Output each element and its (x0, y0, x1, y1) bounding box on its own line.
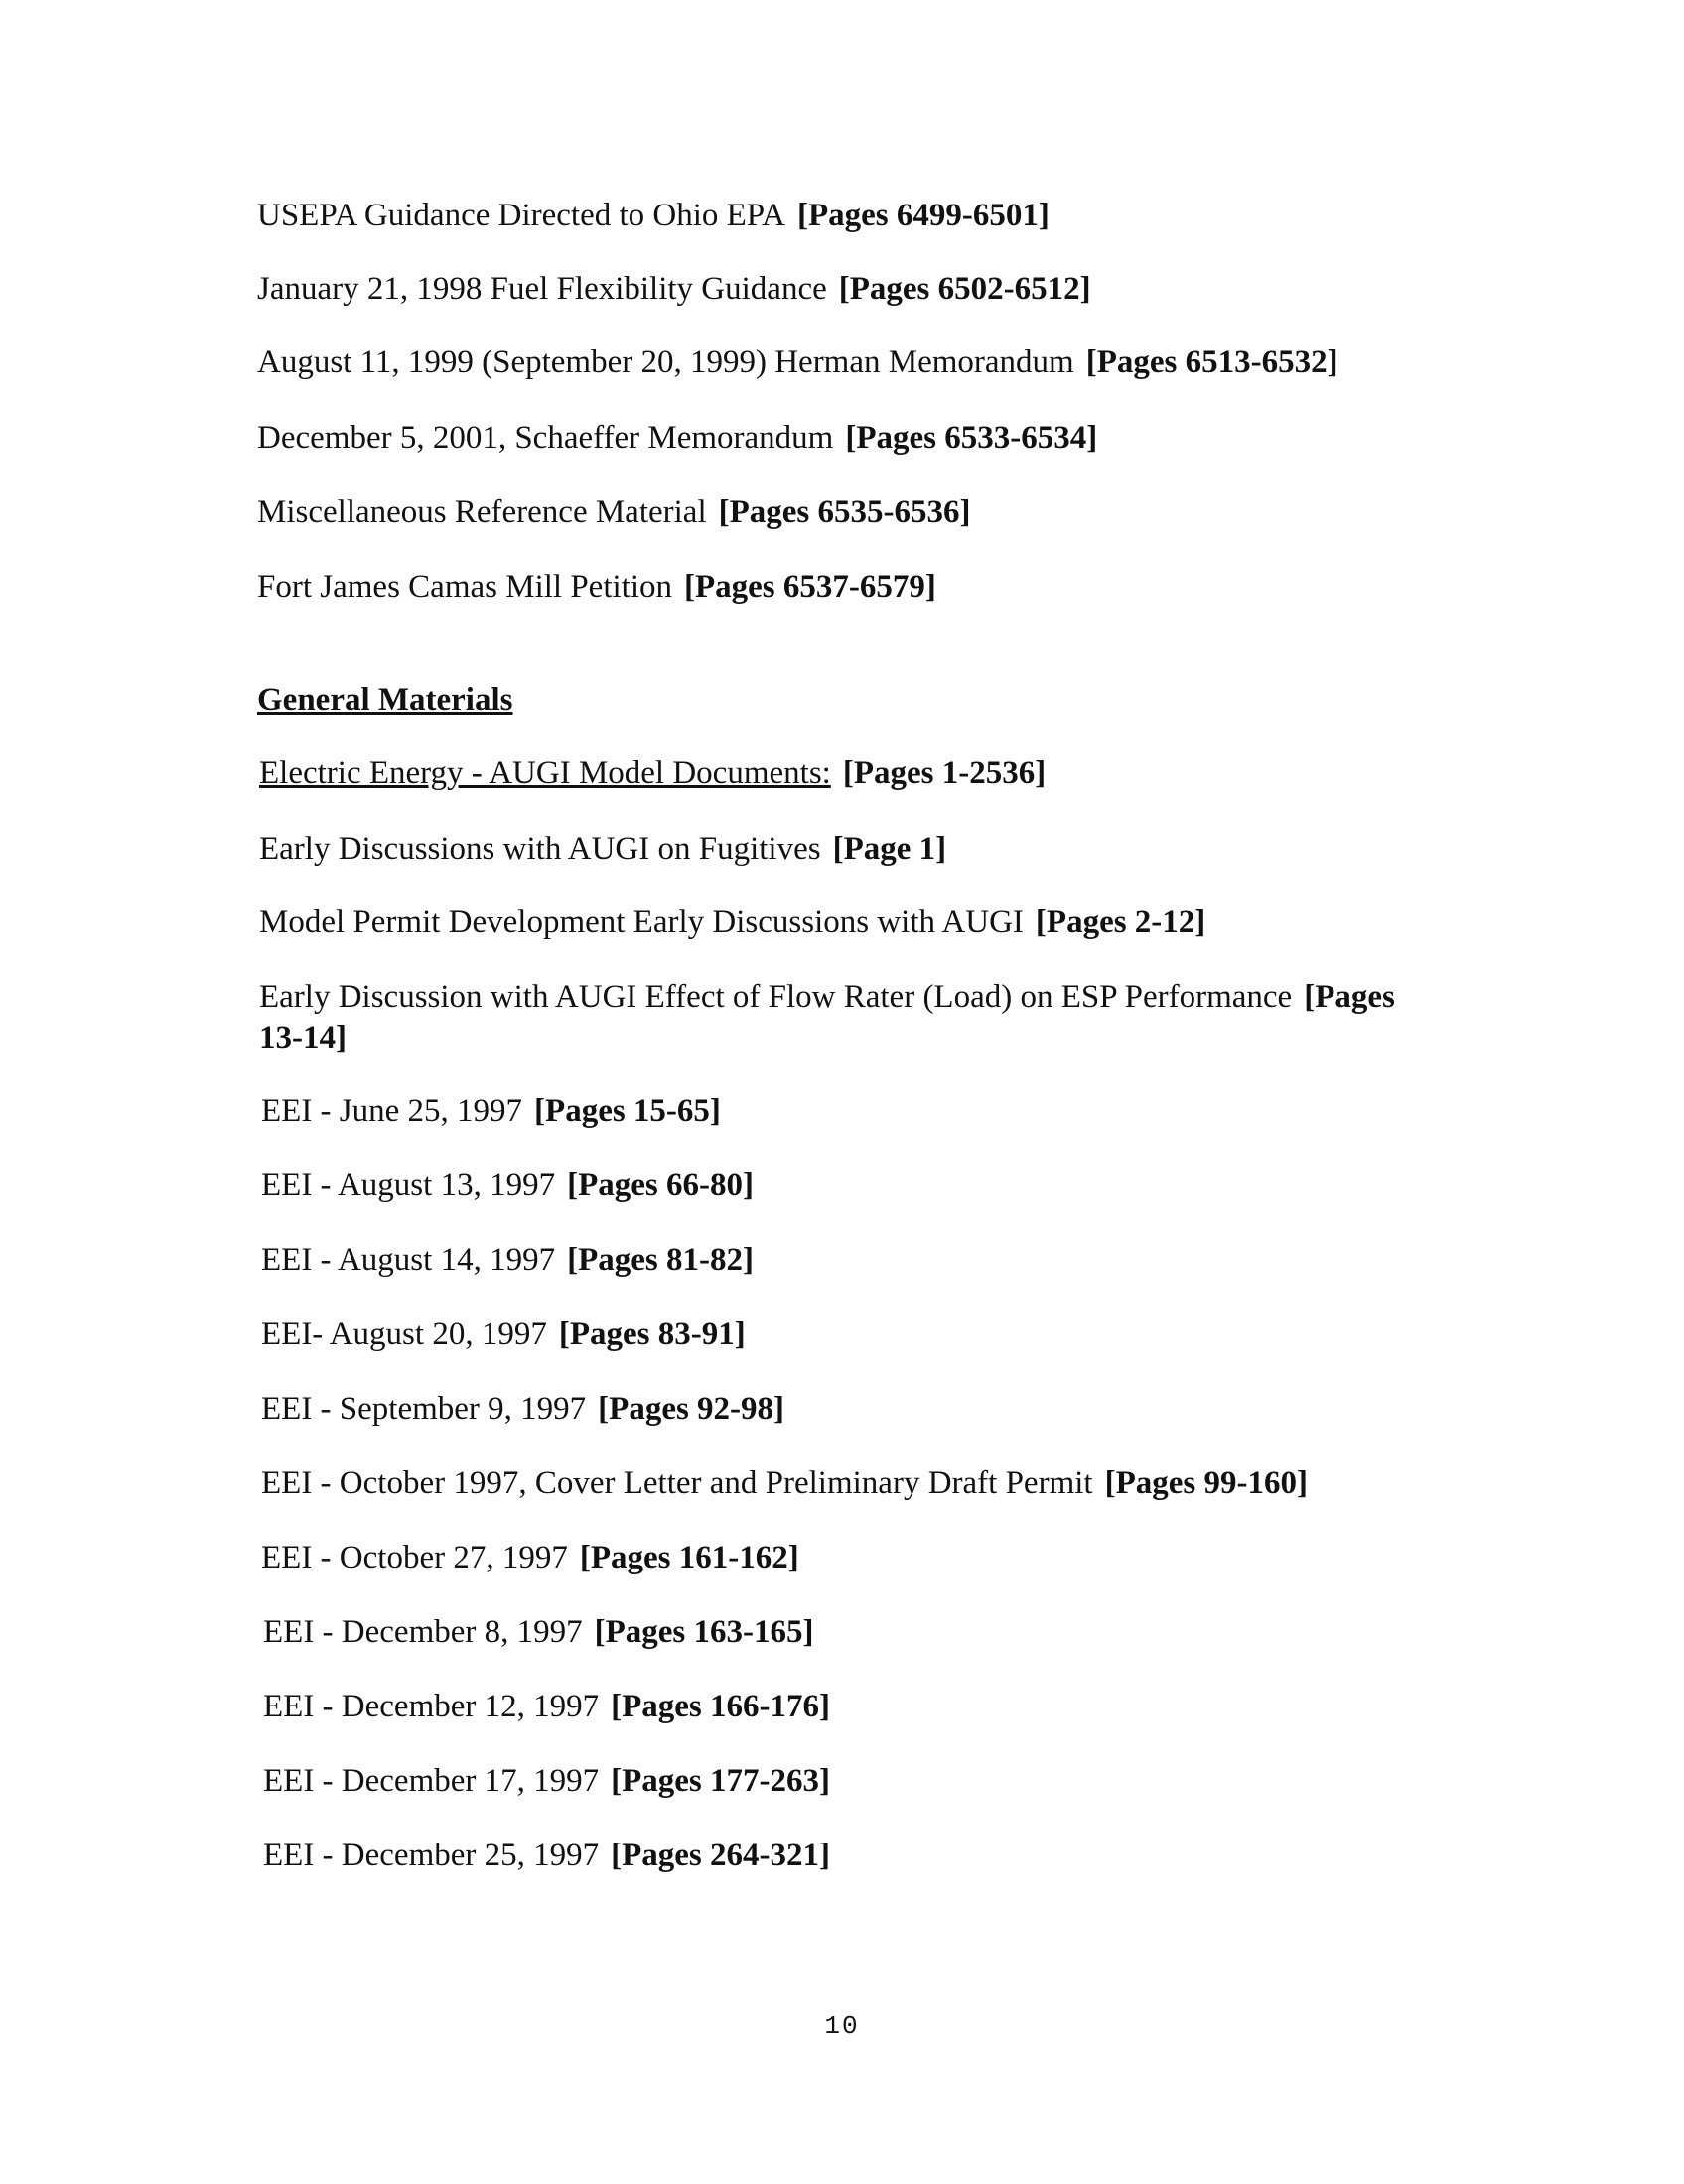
entry-title: December 5, 2001, Schaeffer Memorandum (257, 420, 834, 456)
entry-title: Miscellaneous Reference Material (257, 494, 707, 530)
entry-title: January 21, 1998 Fuel Flexibility Guidance (257, 271, 827, 307)
list-item (261, 1239, 754, 1281)
entry-title: EEI - June 25, 1997 (261, 1093, 523, 1129)
section-heading: General Materials (257, 682, 513, 718)
entry-title: EEI - December 8, 1997 (263, 1614, 583, 1650)
entry-pages: [Pages 161-162] (579, 1540, 799, 1575)
list-item (263, 1686, 830, 1727)
list-item (261, 1388, 784, 1430)
subsection-heading (259, 752, 1046, 794)
entry-title: EEI - October 27, 1997 (261, 1540, 568, 1575)
entry-pages: [Pages 15-65] (534, 1093, 721, 1129)
list-item (259, 901, 1205, 943)
list-item (263, 1835, 830, 1876)
list-item (259, 976, 1421, 1059)
entry-pages: [Pages 264-321] (611, 1838, 830, 1873)
list-item (257, 491, 971, 533)
entry-pages: [Pages 66-80] (567, 1167, 754, 1203)
list-item (257, 195, 1050, 236)
entry-pages: [Page 1] (832, 831, 947, 867)
entry-title: EEI - October 1997, Cover Letter and Preliminary Draft Permit (261, 1465, 1093, 1501)
entry-title: Early Discussion with AUGI Effect of Flow Rater (Load) on ESP Performance (259, 979, 1293, 1015)
entry-pages: [Pages 6535-6536] (718, 494, 971, 530)
entry-pages: [Pages 6502-6512] (838, 271, 1091, 307)
entry-pages: [Pages 163-165] (594, 1614, 814, 1650)
list-item (259, 828, 946, 870)
entry-title: August 11, 1999 (September 20, 1999) Herman Memorandum (257, 344, 1074, 380)
list-item (257, 566, 936, 608)
entry-title: EEI - December 17, 1997 (263, 1763, 600, 1799)
entry-title: EEI - December 12, 1997 (263, 1689, 600, 1724)
list-item (261, 1164, 754, 1206)
subsection-title: Electric Energy - AUGI Model Documents: (259, 755, 831, 791)
entry-pages: [Pages 6533-6534] (845, 420, 1098, 456)
entry-title: Fort James Camas Mill Petition (257, 569, 672, 605)
entry-pages: [Pages 177-263] (611, 1763, 830, 1799)
entry-title: USEPA Guidance Directed to Ohio EPA (257, 198, 785, 233)
list-item (257, 341, 1338, 383)
list-item (263, 1611, 814, 1653)
list-item (261, 1090, 721, 1132)
list-item (261, 1313, 746, 1355)
entry-pages: [Pages 6537-6579] (684, 569, 936, 605)
entry-pages: [Pages 2-12] (1035, 904, 1206, 940)
entry-pages: [Pages 92-98] (598, 1391, 785, 1427)
entry-pages: [Pages 6499-6501] (796, 198, 1050, 233)
entry-title: EEI - August 14, 1997 (261, 1242, 556, 1278)
entry-pages: [Pages 83-91] (558, 1316, 746, 1352)
entry-title: EEI - December 25, 1997 (263, 1838, 600, 1873)
list-item (257, 268, 1091, 310)
entry-pages: [Pages 99-160] (1104, 1465, 1308, 1501)
page-number: 10 (824, 2011, 860, 2041)
subsection-pages: [Pages 1-2536] (842, 755, 1047, 791)
list-item (257, 417, 1097, 459)
entry-title: EEI - August 13, 1997 (261, 1167, 556, 1203)
entry-title: EEI- August 20, 1997 (261, 1316, 547, 1352)
entry-pages: [Pages 6513-6532] (1085, 344, 1338, 380)
entry-title: Early Discussions with AUGI on Fugitives (259, 831, 821, 867)
entry-pages: [Pages 81-82] (567, 1242, 754, 1278)
entry-title: Model Permit Development Early Discussions with AUGI (259, 904, 1024, 940)
entry-pages: [Pages 13-14] (259, 979, 1395, 1056)
list-item (261, 1462, 1308, 1504)
list-item (261, 1537, 799, 1578)
entry-pages: [Pages 166-176] (611, 1689, 830, 1724)
entry-title: EEI - September 9, 1997 (261, 1391, 587, 1427)
list-item (263, 1760, 830, 1802)
